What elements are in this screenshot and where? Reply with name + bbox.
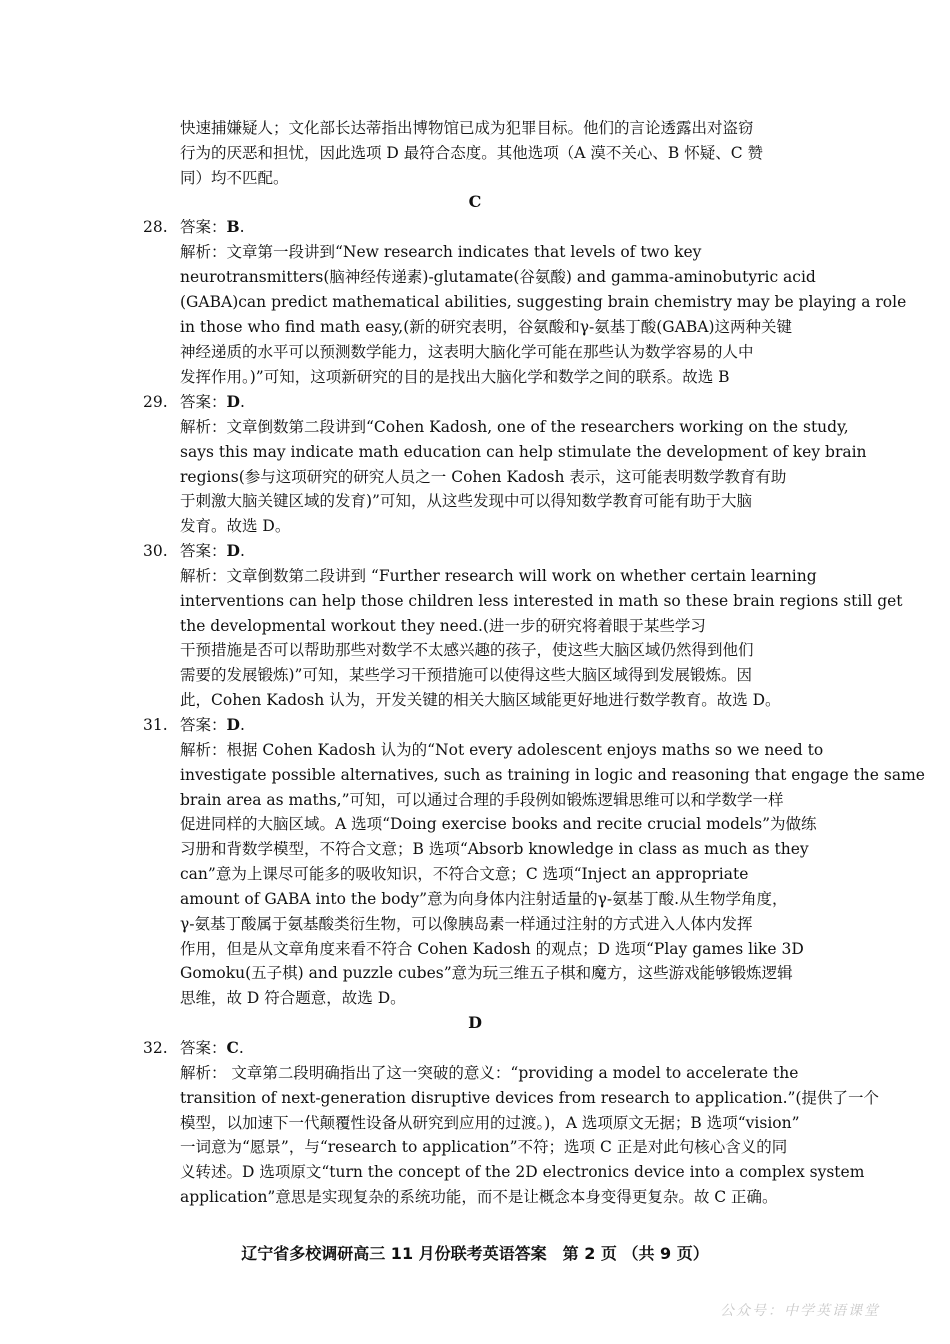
explanation-line: 作用，但是从文章角度来看不符合 Cohen Kadosh 的观点；D 选项“Play games like 3D	[180, 940, 804, 958]
explanation-line: 此，Cohen Kadosh 认为，开发关键的相关大脑区域能更好地进行数学教育。故选 D。	[180, 691, 781, 709]
answer-28	[180, 215, 820, 240]
explanation-line: brain area as maths,”可知，可以通过合理的手段例如锻炼逻辑思维可以和学数学一样	[180, 791, 784, 809]
explanation-line: Gomoku(五子棋) and puzzle cubes”意为玩三维五子棋和魔方，这些游戏能够锻炼逻辑	[180, 964, 793, 982]
explanation-line: 发挥作用。)”可知，这项新研究的目的是找出大脑化学和数学之间的联系。故选 B	[180, 368, 730, 386]
explanation-line: regions(参与这项研究的研究人员之一 Cohen Kadosh 表示，这可能表明数学教育有助	[180, 468, 787, 486]
explanation-line: 义转述。D 选项原文“turn the concept of the 2D electronics device into a complex system	[180, 1163, 865, 1181]
answer-31	[180, 713, 820, 738]
explanation-line: 于刺激大脑关键区域的发育)”可知，从这些发现中可以得知数学教育可能有助于大脑	[180, 492, 752, 510]
explanation-line: 解析：根据 Cohen Kadosh 认为的“Not every adolescent enjoys maths so we need to	[180, 741, 824, 759]
explanation-line: interventions can help those children less interested in math so these brain regions still get	[180, 592, 903, 610]
answer-dot: .	[239, 218, 245, 236]
answer-29	[180, 390, 820, 415]
explanation-line: 思维，故 D 符合题意，故选 D。	[180, 989, 406, 1007]
answer-label: 答案：	[180, 1039, 227, 1057]
question-number-31: 31.	[143, 716, 168, 734]
explanation-line: 解析：文章第一段讲到“New research indicates that levels of two key	[180, 243, 702, 261]
answer-dot: .	[239, 716, 245, 734]
explanation-line: 干预措施是否可以帮助那些对数学不太感兴趣的孩子，使这些大脑区域仍然得到他们	[180, 641, 754, 659]
question-number-28: 28.	[143, 218, 168, 236]
question-number-32: 32.	[143, 1039, 168, 1057]
answer-dot: .	[238, 1039, 244, 1057]
explanation-line: neurotransmitters(脑神经传递素)-glutamate(谷氨酸) and gamma-aminobutyric acid	[180, 268, 816, 286]
answer-dot: .	[239, 393, 245, 411]
intro-line-3: 同）均不匹配。	[180, 169, 289, 187]
explanation-line: in those who find math easy,(新的研究表明，谷氨酸和γ-氨基丁酸(GABA)这两种关键	[180, 318, 793, 336]
explanation-line: 需要的发展锻炼)”可知，某些学习干预措施可以使得这些大脑区域得到发展锻炼。因	[180, 666, 752, 684]
page-footer: 辽宁省多校调研高三 11 月份联考英语答案 第 2 页 （共 9 页）	[241, 1244, 709, 1263]
explanation-line: the developmental workout they need.(进一步的研究将着眼于某些学习	[180, 617, 706, 635]
answer-letter: D	[226, 715, 240, 734]
explanation-line: 习册和背数学模型，不符合文意；B 选项“Absorb knowledge in class as much as they	[180, 840, 809, 858]
answer-label: 答案：	[180, 393, 227, 411]
explanation-line: 一词意为“愿景”，与“research to application”不符；选项 C 正是对此句核心含义的同	[180, 1138, 788, 1156]
explanation-line: 解析：文章倒数第二段讲到“Cohen Kadosh, one of the researchers working on the study,	[180, 418, 849, 436]
answer-letter: D	[226, 392, 240, 411]
explanation-line: 发育。故选 D。	[180, 517, 291, 535]
answer-letter: B	[226, 217, 240, 236]
explanation-line: γ-氨基丁酸属于氨基酸类衍生物，可以像胰岛素一样通过注射的方式进入人体内发挥	[180, 915, 753, 933]
question-number-30: 30.	[143, 542, 168, 560]
intro-line-2: 行为的厌恶和担忧，因此选项 D 最符合态度。其他选项（A 漠不关心、B 怀疑、C 赞	[180, 144, 764, 162]
answer-dot: .	[239, 542, 245, 560]
section-heading-d: D	[468, 1013, 482, 1032]
explanation-line: transition of next-generation disruptive devices from research to application.”(提供了一个	[180, 1089, 879, 1107]
explanation-line: can”意为上课尽可能多的吸收知识，不符合文意；C 选项“Inject an appropriate	[180, 865, 749, 883]
explanation-line: investigate possible alternatives, such as training in logic and reasoning that engage the same	[180, 766, 925, 784]
explanation-line: says this may indicate math education can help stimulate the development of key brain	[180, 443, 867, 461]
explanation-line: 解析：文章倒数第二段讲到 “Further research will work on whether certain learning	[180, 567, 817, 585]
answer-label: 答案：	[180, 218, 227, 236]
explanation-line: amount of GABA into the body”意为向身体内注射适量的γ-氨基丁酸.从生物学角度，	[180, 890, 788, 908]
explanation-line: 促进同样的大脑区域。A 选项“Doing exercise books and recite crucial models”为做练	[180, 815, 817, 833]
answer-letter: D	[226, 541, 240, 560]
explanation-line: 解析： 文章第二段明确指出了这一突破的意义：“providing a model to accelerate the	[180, 1064, 799, 1082]
question-number-29: 29.	[143, 393, 168, 411]
answer-30	[180, 539, 820, 564]
explanation-line: 模型，以加速下一代颠覆性设备从研究到应用的过渡。)，A 选项原文无据；B 选项“vision”	[180, 1114, 800, 1132]
intro-line-1: 快速捕嫌疑人；文化部长达蒂指出博物馆已成为犯罪目标。他们的言论透露出对盗窃	[180, 119, 754, 137]
section-heading-c: C	[468, 192, 482, 211]
explanation-line: 神经递质的水平可以预测数学能力，这表明大脑化学可能在那些认为数学容易的人中	[180, 343, 754, 361]
explanation-line: application”意思是实现复杂的系统功能，而不是让概念本身变得更复杂。故 C 正确。	[180, 1188, 778, 1206]
watermark: 公众号：中学英语课堂	[720, 1303, 880, 1319]
answer-32	[180, 1036, 820, 1061]
answer-label: 答案：	[180, 542, 227, 560]
answer-label: 答案：	[180, 716, 227, 734]
answer-letter: C	[226, 1038, 239, 1057]
explanation-line: (GABA)can predict mathematical abilities, suggesting brain chemistry may be playing a role	[180, 293, 907, 311]
